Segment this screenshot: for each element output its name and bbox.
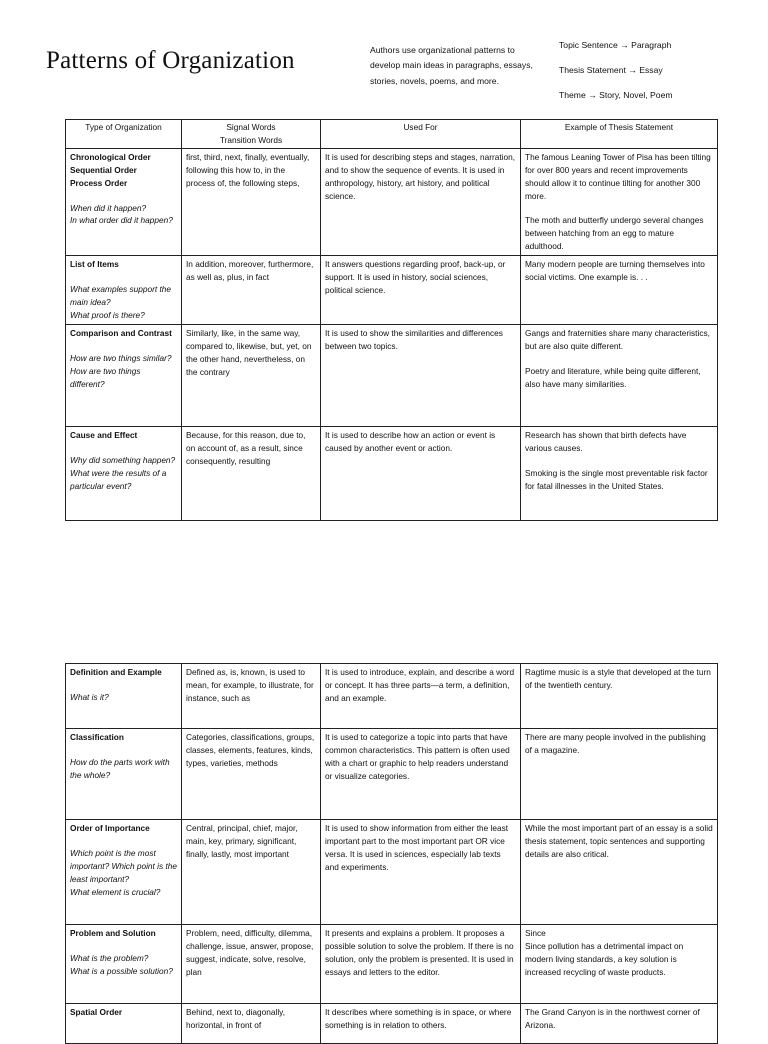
type-cell [66,925,182,1004]
question: When did it happen? [70,202,147,213]
question: What is it? [70,691,109,702]
type-name: Cause and Effect [70,429,138,440]
question: How are two things different? [70,365,141,389]
question: How do the parts work with the whole? [70,756,170,780]
example-text: Research has shown that birth defects have various causes. [525,429,687,453]
signal-words-cell: In addition, moreover, furthermore, as well as, plus, in fact [182,256,321,325]
type-name: List of Items [70,259,119,270]
table-row [66,324,718,426]
used-for-cell: It is used to categorize a topic into parts that have common characteristics. This pattern is often used with a chart or graphic to help readers understand or visualize categories. [321,729,521,820]
signal-words-cell: Defined as, is, known, is used to mean, for example, to illustrate, for instance, such as [182,664,321,729]
question: What is a possible solution? [70,965,173,976]
example-cell [521,1004,718,1044]
type-name: Chronological Order [70,151,151,162]
question: Why did something happen? [70,454,176,465]
table-row [66,820,718,925]
question: What element is crucial? [70,886,161,897]
header-example: Example of Thesis Statement [521,120,718,149]
header-signal-2: Transition Words [219,134,283,145]
used-for-cell: It is used for describing steps and stages, narration, and to show the sequence of events. It is used in anthropology, history, art history, and political science. [321,148,521,255]
example-cell [521,324,718,426]
type-name: Sequential Order [70,164,137,175]
type-name: Process Order [70,177,128,188]
header-signal-words [182,120,321,149]
table-row [66,925,718,1004]
question: In what order did it happen? [70,215,173,226]
example-text: The famous Leaning Tower of Pisa has been tilting for over 800 years and recent improvements should allow it to continue tilting for another 300 more. [525,151,711,201]
question: What is the problem? [70,952,149,963]
example-text: While the most important part of an essay is a solid thesis statement, topic sentences and supporting details are also critical. [525,823,713,859]
table-row [66,148,718,255]
example-text: The moth and butterfly undergo several changes between hatching from an egg to mature adulthood. [525,215,704,252]
example-text: Since [525,928,546,938]
used-for-cell: It is used to show information from either the least important part to the most important part OR vice versa. It is used in sciences, especially lab texts and experiments. [321,820,521,925]
question: What examples support the main idea? [70,284,171,307]
example-text: There are many people involved in the publishing of a magazine. [525,732,706,755]
example-cell [521,925,718,1004]
signal-words-cell: Categories, classifications, groups, classes, elements, features, kinds, types, varieties, methods [182,729,321,820]
type-name: Definition and Example [70,667,162,677]
table-row [66,426,718,520]
guiding-questions [70,847,177,899]
type-cell [66,148,182,255]
signal-words-cell: Behind, next to, diagonally, horizontal, in front of [182,1004,321,1044]
type-cell [66,820,182,925]
patterns-table-top [65,119,718,521]
table-row [66,256,718,325]
question: How are two things similar? [70,352,172,363]
signal-words-cell: Problem, need, difficulty, dilemma, challenge, issue, answer, propose, suggest, indicate, solve, resolve, plan [182,925,321,1004]
table-row [66,664,718,729]
example-text: Many modern people are turning themselves into social victims. One example is. . . [525,259,705,283]
type-cell [66,1004,182,1044]
used-for-cell: It presents and explains a problem. It proposes a possible solution to solve the problem. If there is no solution, only the problem is presented. It is used in essays and letters to the editor. [321,925,521,1004]
type-cell [66,664,182,729]
level-paragraph: Topic Sentence → Paragraph [559,40,672,50]
used-for-cell: It is used to describe how an action or event is caused by another event or action. [321,426,521,520]
guiding-questions [70,454,177,493]
example-cell [521,426,718,520]
signal-words-cell: Central, principal, chief, major, main, key, primary, significant, finally, lastly, most important [182,820,321,925]
example-cell [521,729,718,820]
header-used-for: Used For [321,120,521,149]
example-cell [521,148,718,255]
type-name: Order of Importance [70,823,150,833]
table-row [66,1004,718,1044]
guiding-questions [70,352,177,391]
header-type: Type of Organization [66,120,182,149]
example-text: Smoking is the single most preventable risk factor for fatal illnesses in the United States. [525,467,708,491]
type-name: Spatial Order [70,1007,123,1017]
question: Which point is the most important? Which point is the least important? [70,847,177,884]
intro-text: Authors use organizational patterns to develop main ideas in paragraphs, essays, stories, novels, poems, and more. [370,45,533,86]
type-cell [66,324,182,426]
signal-words-cell: first, third, next, finally, eventually, following this how to, in the process of, the following steps, [182,148,321,255]
example-text: Ragtime music is a style that developed at the turn of the twentieth century. [525,667,711,690]
organization-levels [559,39,673,114]
guiding-questions [70,283,177,322]
example-text: The Grand Canyon is in the northwest corner of Arizona. [525,1007,700,1030]
type-cell [66,426,182,520]
type-name: Problem and Solution [70,928,156,938]
level-story: Theme → Story, Novel, Poem [559,90,673,100]
used-for-cell: It answers questions regarding proof, back-up, or support. It is used in history, social sciences, political science. [321,256,521,325]
used-for-cell: It describes where something is in space, or where something is in relation to others. [321,1004,521,1044]
type-cell [66,729,182,820]
header-signal-1: Signal Words [226,122,276,132]
table-row [66,729,718,820]
guiding-questions [70,952,177,978]
page-title: Patterns of Organization [46,47,295,74]
used-for-cell: It is used to show the similarities and differences between two topics. [321,324,521,426]
guiding-questions [70,691,177,704]
example-cell [521,820,718,925]
guiding-questions [70,756,177,782]
used-for-cell: It is used to introduce, explain, and describe a word or concept. It has three parts—a term, a definition, and an example. [321,664,521,729]
example-cell [521,256,718,325]
header-row [66,120,718,149]
question: What proof is there? [70,309,145,320]
guiding-questions [70,202,177,228]
level-essay: Thesis Statement → Essay [559,65,663,75]
signal-words-cell: Similarly, like, in the same way, compared to, likewise, but, yet, on the other hand, nevertheless, on the contrary [182,324,321,426]
type-name: Classification [70,732,124,742]
signal-words-cell: Because, for this reason, due to, on account of, as a result, since consequently, resulting [182,426,321,520]
type-name: Comparison and Contrast [70,327,172,338]
type-cell [66,256,182,325]
example-cell [521,664,718,729]
example-text: Since pollution has a detrimental impact on modern living standards, a key solution is increased recycling of waste products. [525,940,684,977]
patterns-table-bottom [65,663,718,1044]
question: What were the results of a particular event? [70,467,167,491]
example-text: Gangs and fraternities share many characteristics, but are also quite different. [525,327,710,351]
example-text: Poetry and literature, while being quite different, also have many similarities. [525,365,701,389]
